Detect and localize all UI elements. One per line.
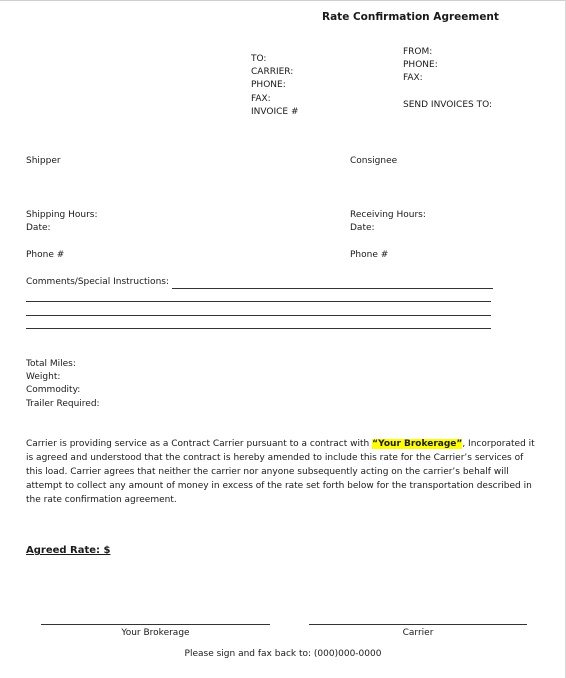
invoice-label: INVOICE # <box>251 107 299 117</box>
comments-label: Comments/Special Instructions: <box>26 277 169 287</box>
to-fax-label: FAX: <box>251 94 271 104</box>
agreement-text-2: , Incorporated it is agreed and understood that the contract is hereby amended to include this rate for the Carrier’s services of this load. Carrier agrees that neither the carrier nor anyone subsequently acting on the carrier’s behalf will attempt to collect any amount of money in excess of the rate set forth below for the transportation described in the rate confirmation agreement. <box>26 439 535 505</box>
consignee-phone-label: Phone # <box>350 250 389 260</box>
consignee-label: Consignee <box>350 156 398 166</box>
carrier-signature-label: Carrier <box>402 628 434 638</box>
comments-line-2 <box>26 301 491 302</box>
page-top-edge <box>0 0 566 1</box>
shipper-date-label: Date: <box>26 223 51 233</box>
weight-label: Weight: <box>26 372 61 382</box>
total-miles-label: Total Miles: <box>26 359 76 369</box>
comments-line-3 <box>26 315 491 316</box>
agreed-rate-label: Agreed Rate: $ <box>26 545 111 556</box>
carrier-signature-line <box>309 624 527 625</box>
from-phone-label: PHONE: <box>403 60 438 70</box>
shipping-hours-label: Shipping Hours: <box>26 210 98 220</box>
fax-back-instruction: Please sign and fax back to: (000)000-0000 <box>184 649 382 659</box>
trailer-required-label: Trailer Required: <box>26 399 100 409</box>
brokerage-highlight: “Your Brokerage” <box>372 439 463 449</box>
send-invoices-label: SEND INVOICES TO: <box>403 100 493 110</box>
from-fax-label: FAX: <box>403 73 423 83</box>
agreement-text-1: Carrier is providing service as a Contract Carrier pursuant to a contract with <box>26 439 373 449</box>
consignee-date-label: Date: <box>350 223 375 233</box>
brokerage-signature-line <box>41 624 270 625</box>
comments-line-1 <box>172 288 493 289</box>
document-title: Rate Confirmation Agreement <box>322 11 499 23</box>
from-label: FROM: <box>403 47 433 57</box>
receiving-hours-label: Receiving Hours: <box>350 210 426 220</box>
shipper-label: Shipper <box>26 156 61 166</box>
commodity-label: Commodity: <box>26 385 81 395</box>
to-phone-label: PHONE: <box>251 80 286 90</box>
shipper-phone-label: Phone # <box>26 250 65 260</box>
comments-line-4 <box>26 328 491 329</box>
to-label: TO: <box>251 54 267 64</box>
agreement-paragraph <box>26 437 541 507</box>
brokerage-signature-label: Your Brokerage <box>121 628 190 638</box>
carrier-label: CARRIER: <box>251 67 294 77</box>
